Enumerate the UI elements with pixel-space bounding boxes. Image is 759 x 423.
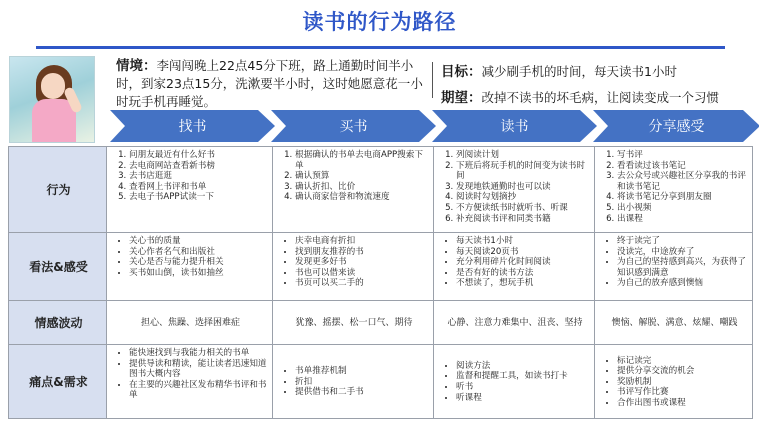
page-title: 读书的行为路径 bbox=[302, 10, 457, 34]
table-cell: 懊恼、解脱、满意、炫耀、嘲践 bbox=[595, 301, 753, 345]
list-item: • 关心书的质量 bbox=[129, 236, 270, 247]
table-cell bbox=[595, 147, 753, 233]
list-item: 2. 确认预算 bbox=[295, 171, 431, 182]
stage-label: 读书 bbox=[500, 119, 529, 135]
list-item: • 能快速找到与我能力相关的书单 bbox=[129, 348, 270, 359]
list-item: • 关心是否与能力提升相关 bbox=[129, 257, 270, 268]
list-item: • 书也可以借来读 bbox=[295, 268, 431, 279]
journey-table bbox=[8, 146, 753, 419]
list-item: • 监督和提醒工具，如读书打卡 bbox=[456, 371, 592, 382]
table-row-feelings bbox=[9, 233, 753, 301]
table-cell bbox=[434, 233, 595, 301]
row-header: 行为 bbox=[9, 147, 107, 233]
list-item: • 充分利用碎片化时间阅读 bbox=[456, 257, 592, 268]
scenario-text: 李闯闯晚上22点45分下班，路上通勤时间半小时，到家23点15分，洗漱要半小时，这时她愿意花一小时玩手机再睡觉。 bbox=[116, 58, 423, 109]
stage-label: 买书 bbox=[339, 119, 368, 135]
expectation-text: 改掉不读书的坏毛病，让阅读变成一个习惯 bbox=[481, 90, 720, 105]
table-cell bbox=[434, 345, 595, 419]
row-header: 情感波动 bbox=[9, 301, 107, 345]
table-row-behavior bbox=[9, 147, 753, 233]
list-item: • 发现更多好书 bbox=[295, 257, 431, 268]
stage-arrows bbox=[110, 110, 759, 142]
list-item: 4. 确认商家信誉和物流速度 bbox=[295, 192, 431, 203]
row-header: 看法&感受 bbox=[9, 233, 107, 301]
list-item: 1. 问朋友最近有什么好书 bbox=[129, 150, 270, 161]
list-item: • 找到朋友推荐的书 bbox=[295, 247, 431, 258]
list-item: 3. 去书店逛逛 bbox=[129, 171, 270, 182]
list-item: 2. 去电商网站查看新书榜 bbox=[129, 161, 270, 172]
list-item: • 书单推荐机制 bbox=[295, 366, 431, 377]
list-item: • 为自己的坚持感到高兴，为获得了知识感到满意 bbox=[617, 257, 750, 278]
list-item: • 提供借书和二手书 bbox=[295, 387, 431, 398]
list-item: • 合作出图书或课程 bbox=[617, 398, 750, 409]
expectation-label: 期望： bbox=[441, 90, 482, 106]
list-item: 5. 去电子书APP试读一下 bbox=[129, 192, 270, 203]
list-item: • 为自己的放弃感到懊恼 bbox=[617, 278, 750, 289]
list-item: 3. 确认折扣、比价 bbox=[295, 182, 431, 193]
goal bbox=[441, 60, 751, 80]
table-cell bbox=[273, 345, 434, 419]
list-item: 4. 阅读时勾划摘抄 bbox=[456, 192, 592, 203]
list-item: 5. 不方便读纸书时就听书、听课 bbox=[456, 203, 592, 214]
table-row-pain-points bbox=[9, 345, 753, 419]
list-item: • 听课程 bbox=[456, 393, 592, 404]
table-cell bbox=[273, 233, 434, 301]
scenario-label: 情境： bbox=[116, 58, 157, 74]
stage-arrow-share bbox=[593, 110, 759, 142]
list-item: 2. 下班后将玩手机的时间变为读书时间 bbox=[456, 161, 592, 182]
expectation bbox=[441, 86, 751, 106]
list-item: 5. 出小视频 bbox=[617, 203, 750, 214]
list-item: • 没读完，中途放弃了 bbox=[617, 247, 750, 258]
list-item: • 提供分享交流的机会 bbox=[617, 366, 750, 377]
table-cell: 心静、注意力难集中、沮丧、坚持 bbox=[434, 301, 595, 345]
list-item: • 阅读方法 bbox=[456, 361, 592, 372]
list-item: • 庆幸电商有折扣 bbox=[295, 236, 431, 247]
list-item: • 不想读了，想玩手机 bbox=[456, 278, 592, 289]
list-item: • 书页可以买二手的 bbox=[295, 278, 431, 289]
table-cell bbox=[595, 233, 753, 301]
list-item: • 奖励机制 bbox=[617, 377, 750, 388]
row-header: 痛点&需求 bbox=[9, 345, 107, 419]
list-item: • 终于读完了 bbox=[617, 236, 750, 247]
list-item: 1. 根据确认的书单去电商APP搜索下单 bbox=[295, 150, 431, 171]
stage-arrow-find bbox=[110, 110, 275, 142]
list-item: • 书评写作比赛 bbox=[617, 387, 750, 398]
goal-label: 目标： bbox=[441, 64, 482, 80]
table-cell: 犹豫、摇摆、松一口气、期待 bbox=[273, 301, 434, 345]
table-cell bbox=[595, 345, 753, 419]
list-item: 2. 看看读过该书笔记 bbox=[617, 161, 750, 172]
list-item: • 折扣 bbox=[295, 377, 431, 388]
table-cell bbox=[107, 233, 273, 301]
table-cell bbox=[107, 345, 273, 419]
table-cell bbox=[434, 147, 595, 233]
list-item: • 标记读完 bbox=[617, 356, 750, 367]
list-item: • 是否有好的读书方法 bbox=[456, 268, 592, 279]
list-item: • 每天读书1小时 bbox=[456, 236, 592, 247]
list-item: 4. 将读书笔记分享到朋友圈 bbox=[617, 192, 750, 203]
table-cell: 担心、焦躁、选择困难症 bbox=[107, 301, 273, 345]
stage-label: 分享感受 bbox=[648, 119, 705, 135]
list-item: • 听书 bbox=[456, 382, 592, 393]
table-row-emotion bbox=[9, 301, 753, 345]
list-item: • 每天阅读20页书 bbox=[456, 247, 592, 258]
scenario bbox=[116, 57, 430, 111]
header-divider bbox=[432, 62, 433, 98]
list-item: 1. 列阅读计划 bbox=[456, 150, 592, 161]
list-item: • 买书如山倒，读书如抽丝 bbox=[129, 268, 270, 279]
stage-arrow-read bbox=[432, 110, 597, 142]
list-item: 4. 查看网上书评和书单 bbox=[129, 182, 270, 193]
list-item: 3. 去公众号或兴趣社区分享我的书评和读书笔记 bbox=[617, 171, 750, 192]
stage-arrow-buy bbox=[271, 110, 436, 142]
list-item: • 在主要的兴趣社区发布精华书评和书单 bbox=[129, 380, 270, 401]
list-item: 6. 出课程 bbox=[617, 214, 750, 225]
table-cell bbox=[107, 147, 273, 233]
persona-face bbox=[41, 73, 65, 99]
title-underline bbox=[36, 46, 725, 49]
list-item: • 关心作者名气和出版社 bbox=[129, 247, 270, 258]
list-item: • 提供导读和精读，能让读者迅速知道图书大概内容 bbox=[129, 359, 270, 380]
stage-label: 找书 bbox=[178, 119, 207, 135]
list-item: 1. 写书评 bbox=[617, 150, 750, 161]
persona-photo bbox=[9, 56, 95, 143]
list-item: 6. 补充阅读书评和同类书籍 bbox=[456, 214, 592, 225]
table-cell bbox=[273, 147, 434, 233]
goal-text: 减少刷手机的时间，每天读书1小时 bbox=[481, 64, 677, 79]
list-item: 3. 发现地铁通勤时也可以读 bbox=[456, 182, 592, 193]
